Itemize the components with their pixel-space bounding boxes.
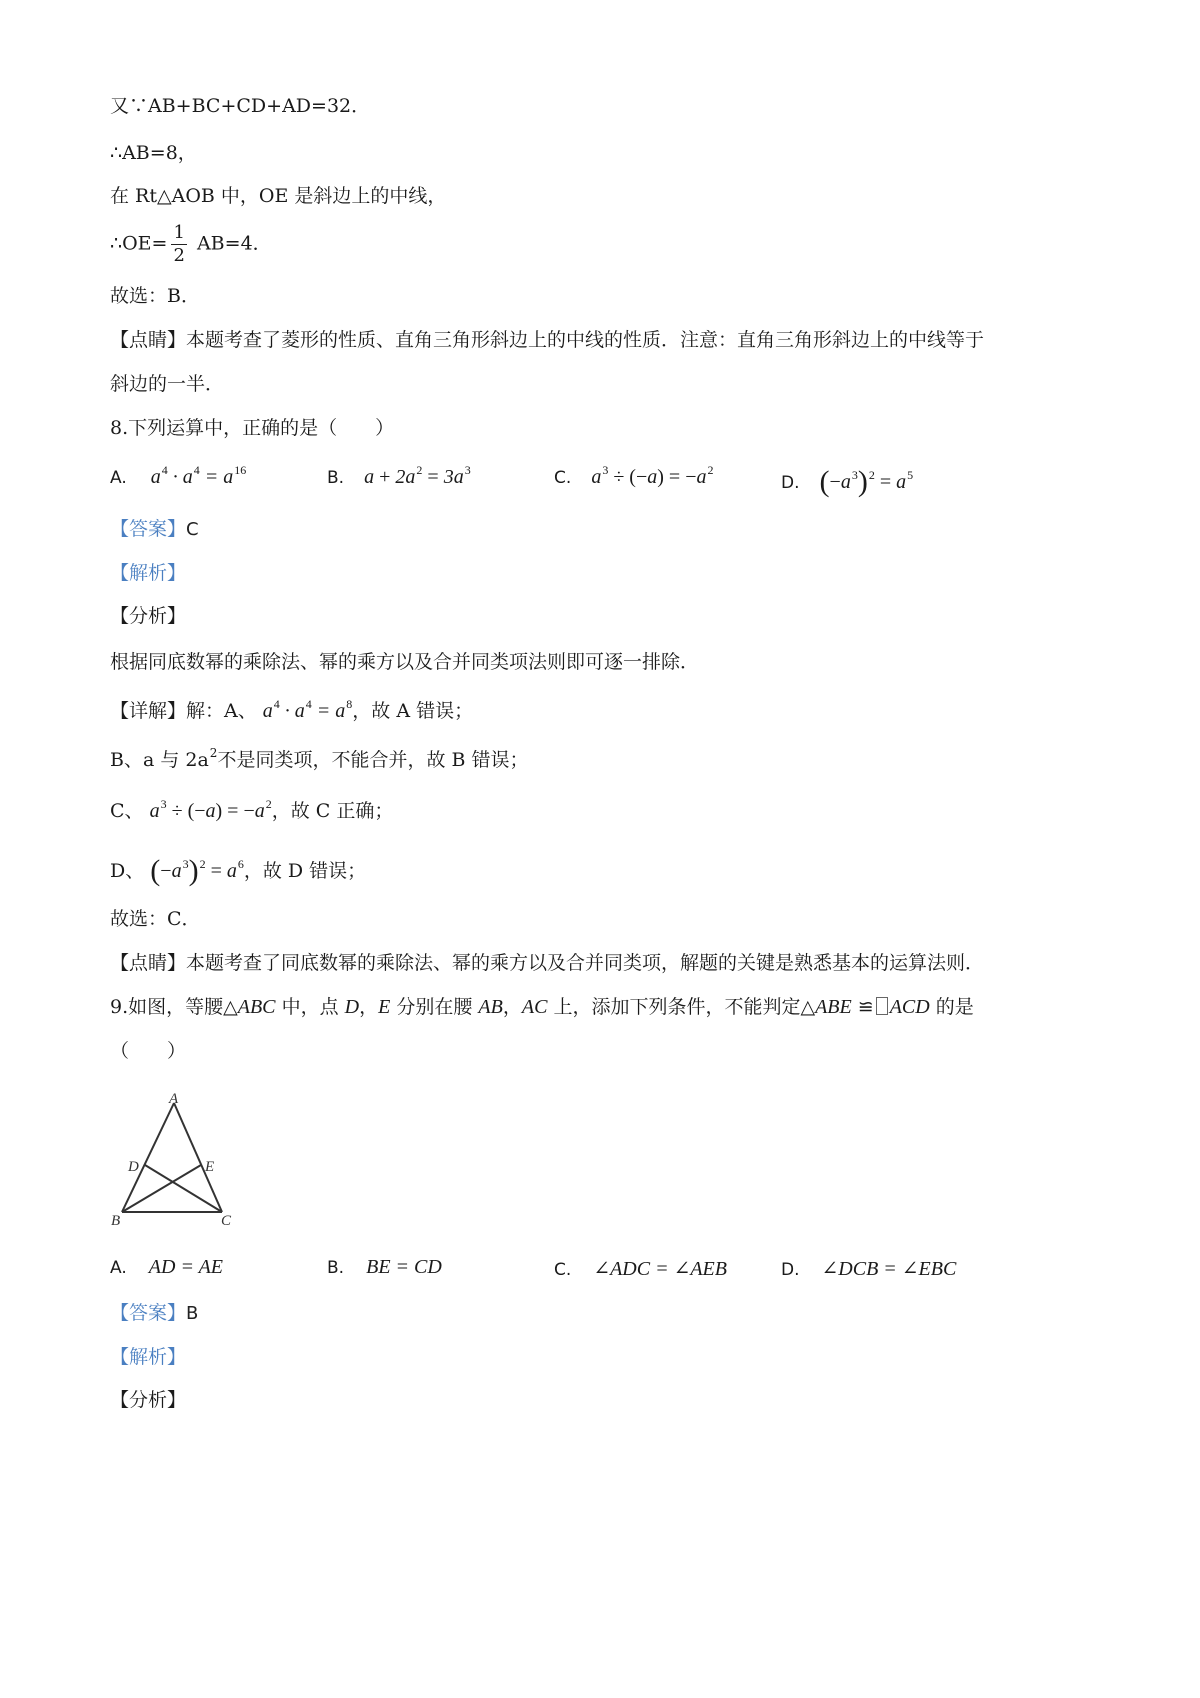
q8-answer: 【答案】C [110,518,199,540]
dianjing-text: 【点睛】本题考查了菱形的性质、直角三角形斜边上的中线的性质．注意：直角三角形斜边上的中线等于 [110,329,985,351]
q8-option-a: A. $a^4 \cdot a^4 = a^{16}$ [110,463,247,488]
q9-option-d: D. ∠DCB = ∠EBC [781,1258,957,1280]
q8-dianjing: 【点睛】本题考查了同底数幂的乘除法、幂的乘方以及合并同类项，解题的关键是熟悉基本的运算法则． [110,952,985,974]
q8-detail-b: B、a 与 $2a^2$不是同类项，不能合并，故 B 错误； [110,746,529,771]
q8-jiexi: 【解析】 [110,562,187,584]
q9-paren: （ ） [110,1040,187,1062]
isosceles-triangle-figure [108,1090,248,1230]
q9-option-a: A. AD = AE [110,1256,224,1278]
text-line: 又∵AB+BC+CD+AD=32． [110,95,371,117]
q8-option-b: B. $a + 2a^2 = 3a^3$ [327,463,471,488]
q9-fenxi: 【分析】 [110,1389,187,1411]
text-line: 故选：B． [110,285,200,307]
label-b: B [111,1213,121,1229]
q8-fenxi-text: 根据同底数幂的乘除法、幂的乘方以及合并同类项法则即可逐一排除． [110,651,700,673]
label-e: E [205,1159,215,1175]
label-a: A [169,1091,179,1107]
text-line-fraction: ∴OE= $\frac{1}{2}$ AB=4． [110,222,272,266]
q9-answer: 【答案】B [110,1302,199,1324]
fraction-one-half: $\frac{1}{2}$ [173,222,185,266]
q9-jiexi: 【解析】 [110,1346,187,1368]
label-d: D [128,1159,139,1175]
text-line: 在 Rt△AOB 中，OE 是斜边上的中线， [110,185,447,207]
question-8-stem: 8.下列运算中，正确的是（ ） [110,417,395,439]
side-ac [174,1103,222,1212]
question-9-stem: 9.如图，等腰△ABC 中，点 D，E 分别在腰 AB，AC 上，添加下列条件，不能判定△ABE ≌ ACD 的是 [110,996,974,1018]
q8-option-d: D. $(-a^3)^2 = a^5$ [781,465,914,498]
text-line: ∴AB=8， [110,142,197,164]
q8-choose: 故选：C． [110,908,201,930]
q9-option-c: C. ∠ADC = ∠AEB [554,1258,727,1280]
q8-detail-a: 【详解】解：A、 $a^4 \cdot a^4 = a^8$，故 A 错误； [110,697,474,722]
q8-fenxi: 【分析】 [110,605,187,627]
q8-detail-c: C、 $a^3 \div (-a) = -a^2$，故 C 正确； [110,797,394,822]
q9-option-b: B. BE = CD [327,1256,442,1278]
label-c: C [221,1213,232,1229]
q8-detail-d: D、 $(-a^3)^2 = a^6$，故 D 错误； [110,854,367,887]
missing-glyph-box [876,997,888,1015]
text-line: 斜边的一半． [110,373,225,395]
q8-option-c: C. $a^3 \div (-a) = -a^2$ [554,463,714,488]
